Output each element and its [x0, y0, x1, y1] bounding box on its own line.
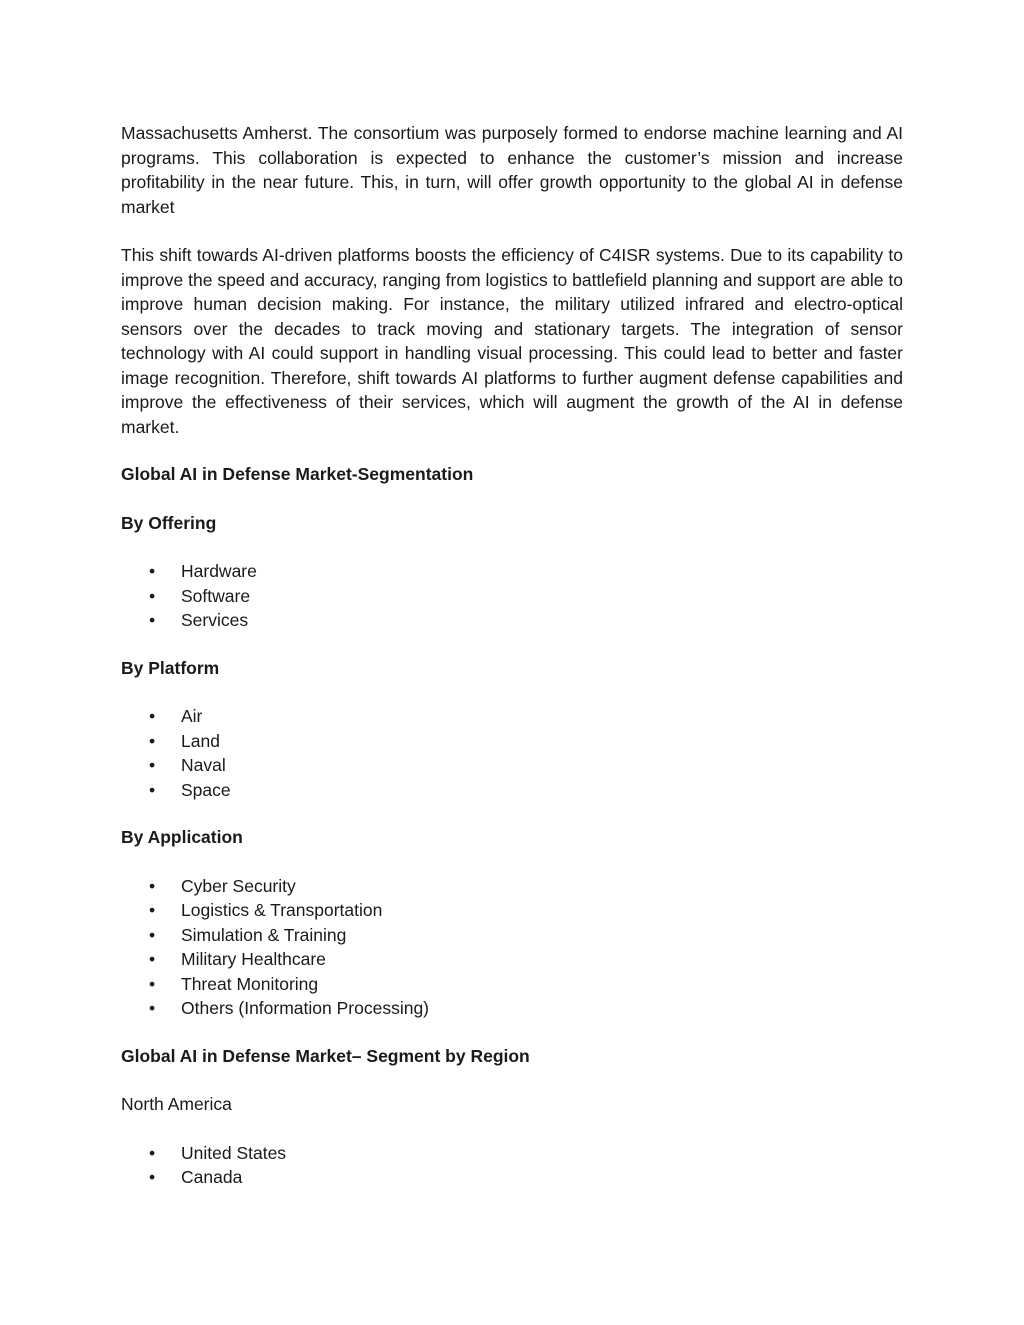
list-item: • Naval: [121, 753, 903, 778]
by-offering-heading: By Offering: [121, 512, 217, 533]
list-item: • Land: [121, 729, 903, 754]
list-item: • United States: [121, 1141, 903, 1166]
paragraph-ai-platforms: This shift towards AI-driven platforms boosts the efficiency of C4ISR systems. Due to its capability to improve the speed and accuracy, ranging from logistics to battlefield planning and support are able to improve human decision making. For instance, the military utilized infrared and electro-optical sensors over the decades to track moving and stationary targets. The integration of sensor technology with AI could support in handling visual processing. This could lead to better and faster image recognition. Therefore, shift towards AI platforms to further augment defense capabilities and improve the effectiveness of their services, which will augment the growth of the AI in defense market.: [121, 245, 903, 437]
list-item: • Canada: [121, 1165, 903, 1190]
list-item: • Services: [121, 608, 903, 633]
list-item: • Space: [121, 778, 903, 803]
paragraph-consortium: Massachusetts Amherst. The consortium was purposely formed to endorse machine learning and AI programs. This collaboration is expected to enhance the customer’s mission and increase profitability in the near future. This, in turn, will offer growth opportunity to the global AI in defense market: [121, 123, 903, 217]
list-item: • Software: [121, 584, 903, 609]
segmentation-heading: Global AI in Defense Market-Segmentation: [121, 464, 474, 484]
list-item: • Hardware: [121, 559, 903, 584]
list-item: • Military Healthcare: [121, 947, 903, 972]
list-item: • Air: [121, 704, 903, 729]
list-item: • Others (Information Processing): [121, 996, 903, 1021]
document-page: [121, 121, 903, 1190]
region-heading: Global AI in Defense Market– Segment by Region: [121, 1045, 530, 1066]
north-america-label: North America: [121, 1094, 232, 1114]
north-america-list: [121, 1141, 903, 1190]
platform-list: [121, 704, 903, 802]
list-item: • Logistics & Transportation: [121, 898, 903, 923]
list-item: • Simulation & Training: [121, 923, 903, 948]
by-application-heading: By Application: [121, 827, 243, 847]
list-item: • Threat Monitoring: [121, 972, 903, 997]
offering-list: [121, 559, 903, 633]
list-item: • Cyber Security: [121, 874, 903, 899]
application-list: [121, 874, 903, 1021]
by-platform-heading: By Platform: [121, 657, 220, 678]
